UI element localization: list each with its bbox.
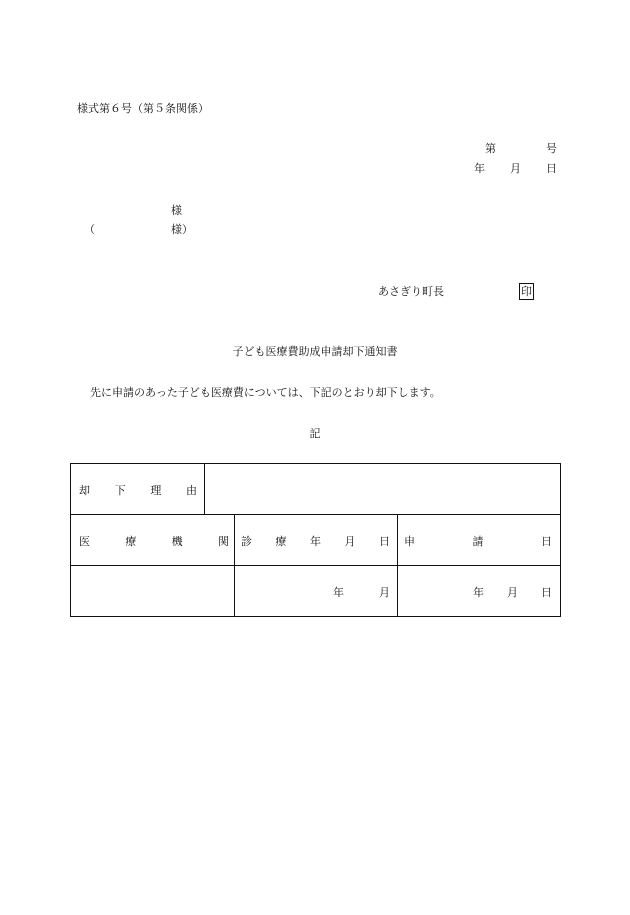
- treatment-date-label-char: 年: [310, 535, 321, 548]
- doc-date-day: 日: [546, 162, 557, 175]
- application-day-unit: 日: [541, 586, 552, 599]
- doc-date-year: 年: [474, 162, 485, 175]
- doc-number-suffix: 号: [546, 142, 557, 155]
- document-date: [474, 163, 557, 174]
- application-date-label-cell: [397, 514, 561, 566]
- doc-number-prefix: 第: [485, 142, 496, 155]
- addressee-line-1: 様: [171, 204, 182, 217]
- medical-institution-label-char: 関: [217, 535, 229, 548]
- document-title: 子ども医療費助成申請却下通知書: [232, 345, 398, 358]
- treatment-date-label: [241, 536, 390, 547]
- medical-institution-label-char: 療: [125, 535, 137, 548]
- medical-institution-label: [79, 536, 229, 547]
- application-date-value-cell[interactable]: [397, 565, 561, 617]
- treatment-date-label-char: 月: [344, 535, 356, 548]
- application-date-value: [473, 587, 552, 598]
- doc-date-month: 月: [510, 162, 521, 175]
- application-year-unit: 年: [473, 586, 484, 599]
- treatment-year-unit: 年: [333, 586, 344, 599]
- medical-institution-label-cell: [70, 514, 235, 566]
- medical-institution-label-char: 機: [171, 535, 183, 548]
- reason-label-char: 由: [185, 484, 197, 497]
- reason-label-cell: [70, 463, 205, 515]
- treatment-date-label-char: 日: [379, 535, 390, 548]
- rejection-table: [70, 463, 561, 617]
- seal-stamp: 印: [521, 285, 532, 298]
- treatment-date-value-cell[interactable]: [234, 565, 398, 617]
- issuer-name: あさぎり町長: [378, 285, 444, 298]
- addressee-line-2-open: （: [84, 223, 95, 236]
- treatment-date-label-cell: [234, 514, 398, 566]
- addressee-line-2-close: 様）: [171, 223, 193, 236]
- medical-institution-label-char: 医: [79, 535, 90, 548]
- application-date-label: [404, 536, 552, 547]
- medical-institution-value-cell[interactable]: [70, 565, 235, 617]
- treatment-date-value: [333, 587, 390, 598]
- application-month-unit: 月: [507, 586, 518, 599]
- form-number: 様式第６号（第５条関係）: [77, 102, 209, 115]
- record-label: 記: [309, 427, 321, 440]
- application-date-label-char: 請: [472, 535, 484, 548]
- treatment-date-label-char: 療: [275, 535, 287, 548]
- application-date-label-char: 日: [541, 535, 552, 548]
- reason-label-char: 却: [79, 484, 90, 497]
- document-number: [485, 143, 557, 154]
- treatment-date-label-char: 診: [241, 535, 252, 548]
- application-date-label-char: 申: [404, 535, 415, 548]
- reason-value-cell[interactable]: [204, 463, 561, 515]
- reason-label-char: 理: [150, 484, 162, 497]
- reason-label: [79, 485, 197, 496]
- body-text: 先に申請のあった子ども医療費については、下記のとおり却下します。: [90, 386, 441, 399]
- treatment-month-unit: 月: [379, 586, 390, 599]
- reason-label-char: 下: [114, 484, 126, 497]
